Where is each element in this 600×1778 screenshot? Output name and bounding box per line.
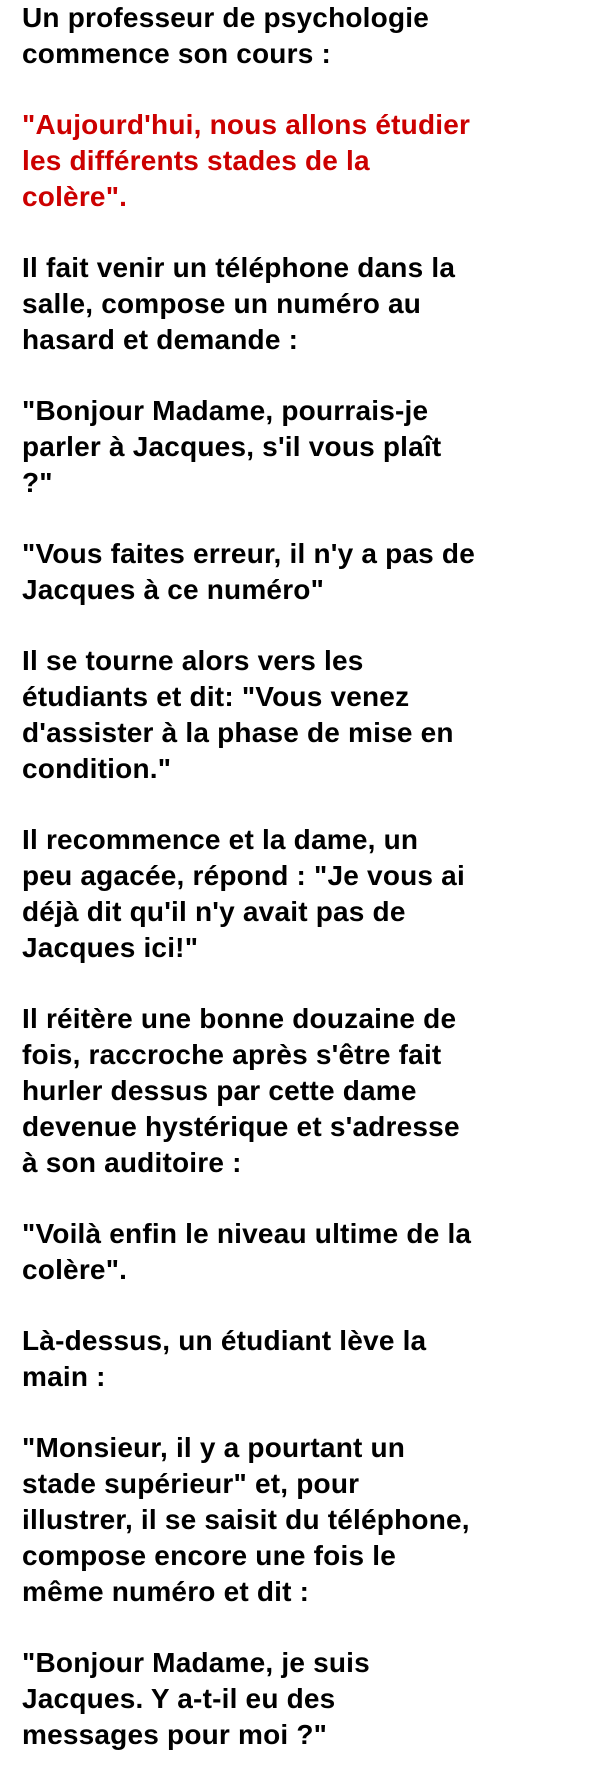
paragraph-setup-phase: Il se tourne alors vers les étudiants et dit: "Vous venez d'assister à la phase de mise en condition." [22, 645, 454, 784]
paragraph-higher-stage: "Monsieur, il y a pourtant un stade supérieur" et, pour illustrer, il se saisit du téléphone, compose encore une fois le même numéro et dit : [22, 1432, 470, 1607]
paragraph-lesson-quote: "Aujourd'hui, nous allons étudier les différents stades de la colère". [22, 109, 471, 212]
paragraph-intro: Un professeur de psychologie commence son cours : [22, 2, 430, 69]
paragraph-first-reply: "Vous faites erreur, il n'y a pas de Jacques à ce numéro" [22, 538, 476, 605]
paragraph-repetition: Il réitère une bonne douzaine de fois, raccroche après s'être fait hurler dessus par cette dame devenue hystérique et s'adresse à son auditoire : [22, 1003, 460, 1178]
paragraph-punchline: "Bonjour Madame, je suis Jacques. Y a-t-il eu des messages pour moi ?" [22, 1647, 370, 1750]
paragraph-ultimate-level: "Voilà enfin le niveau ultime de la colère". [22, 1218, 472, 1285]
paragraph-first-question: "Bonjour Madame, pourrais-je parler à Jacques, s'il vous plaît ?" [22, 395, 442, 498]
paragraph-second-reply: Il recommence et la dame, un peu agacée, répond : "Je vous ai déjà dit qu'il n'y avait pas de Jacques ici!" [22, 824, 465, 963]
paragraph-phone-call: Il fait venir un téléphone dans la salle, compose un numéro au hasard et demande : [22, 252, 456, 355]
paragraph-student-raises-hand: Là-dessus, un étudiant lève la main : [22, 1325, 427, 1392]
